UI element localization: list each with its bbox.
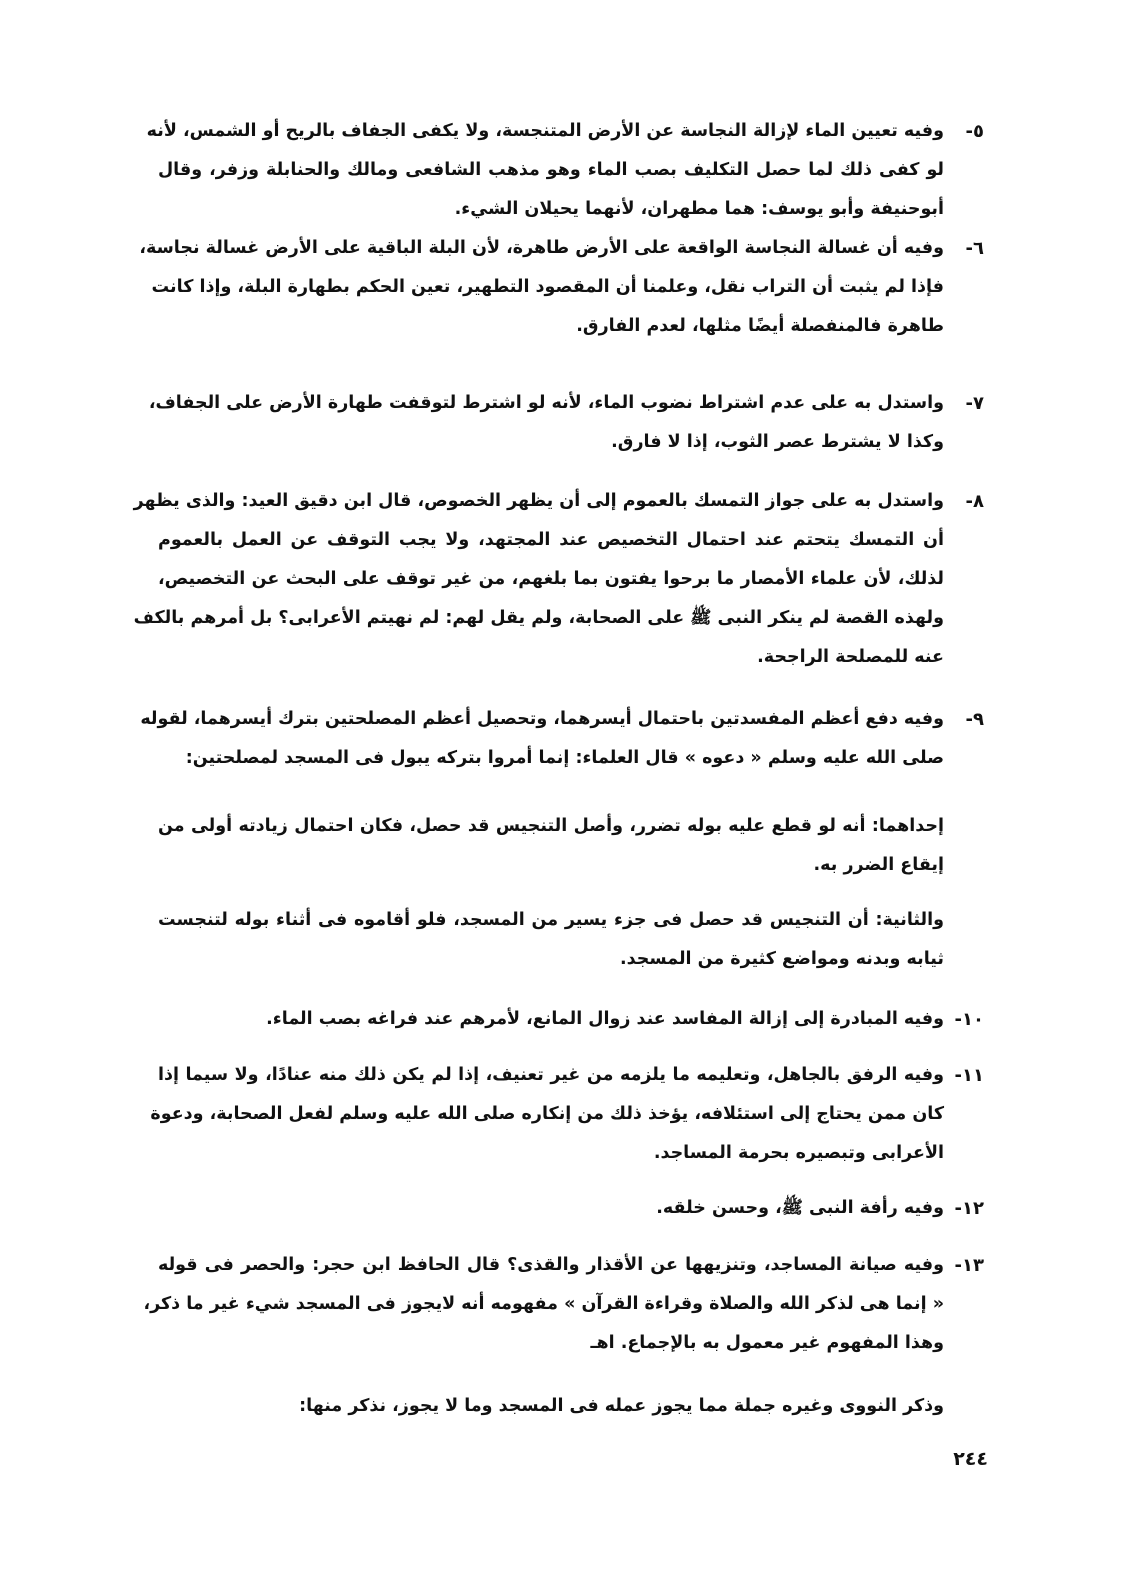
text-line: وفيه صيانة المساجد، وتنزيهها عن الأقذار والقذى؟ قال الحافظ ابن حجر: والحصر فى قوله (158, 1255, 944, 1275)
text-line: لذلك، لأن علماء الأمصار ما برحوا يفتون بما بلغهم، من غير توقف على البحث عن التخصيص، (158, 569, 944, 589)
text-line: الأعرابى وتبصيره بحرمة المساجد. (653, 1143, 944, 1163)
text-line: والثانية: أن التنجيس قد حصل فى جزء يسير من المسجد، فلو أقاموه فى أثناء بوله لتنجست (158, 910, 944, 930)
item-text (143, 1246, 944, 1363)
item-text (133, 482, 944, 677)
text-line: وكذا لا يشترط عصر الثوب، إذا لا فارق. (611, 432, 944, 452)
item-text (158, 1000, 944, 1039)
item-number: ٥- (965, 121, 984, 142)
item-text (139, 229, 944, 346)
item-number: ١١- (954, 1065, 984, 1086)
text-line: كان ممن يحتاج إلى استئلافه، يؤخذ ذلك من إنكاره صلى الله عليه وسلم لفعل الصحابة، ودعوة (150, 1104, 944, 1124)
text-line: ولهذه القصة لم ينكر النبى ﷺ على الصحابة، ولم يقل لهم: لم نهيتم الأعرابى؟ بل أمرهم بالكف (133, 608, 944, 628)
item-text (158, 1387, 944, 1426)
item-number: ١٣- (954, 1255, 984, 1276)
text-line: وفيه أن غسالة النجاسة الواقعة على الأرض طاهرة، لأن البلة الباقية على الأرض غسالة نجاسة، (139, 238, 944, 258)
sub-paragraph (158, 1387, 984, 1426)
item-number: ٦- (965, 238, 984, 259)
text-line: وفيه تعيين الماء لإزالة النجاسة عن الأرض المتنجسة، ولا يكفى الجفاف بالريح أو الشمس، لأنه (146, 121, 944, 141)
text-line: فإذا لم يثبت أن التراب نقل، وعلمنا أن المقصود التطهير، تعين الحكم بطهارة البلة، وإذا كانت (151, 277, 944, 297)
item-number: ٨- (965, 491, 984, 512)
item-number: ٧- (965, 393, 984, 414)
item-text (158, 1189, 944, 1228)
text-line: إيقاع الضرر به. (813, 855, 944, 875)
numbered-item (140, 700, 984, 778)
text-line: أن التمسك يتحتم عند احتمال التخصيص عند المجتهد، ولا يجب التوقف عن العمل بالعموم (158, 530, 944, 550)
numbered-item (143, 1246, 984, 1363)
item-text (150, 1056, 944, 1173)
numbered-item (148, 384, 984, 462)
item-number: ٩- (965, 709, 984, 730)
numbered-item (158, 1189, 984, 1228)
text-line: وفيه المبادرة إلى إزالة المفاسد عند زوال المانع، لأمرهم عند فراغه بصب الماء. (266, 1009, 944, 1029)
text-line: وفيه رأفة النبى ﷺ، وحسن خلقه. (656, 1198, 944, 1218)
text-line: وفيه دفع أعظم المفسدتين باحتمال أيسرهما، وتحصيل أعظم المصلحتين بترك أيسرهما، لقوله (140, 709, 944, 729)
sub-paragraph (158, 901, 984, 979)
text-line: طاهرة فالمنفصلة أيضًا مثلها، لعدم الفارق. (576, 316, 944, 336)
item-text (158, 807, 944, 885)
text-line: واستدل به على عدم اشتراط نضوب الماء، لأنه لو اشترط لتوقفت طهارة الأرض على الجفاف، (148, 393, 944, 413)
text-line: إحداهما: أنه لو قطع عليه بوله تضرر، وأصل التنجيس قد حصل، فكان احتمال زيادته أولى من (158, 816, 944, 836)
text-line: صلى الله عليه وسلم « دعوه » قال العلماء: إنما أمروا بتركه يبول فى المسجد لمصلحتين: (185, 748, 944, 768)
sub-paragraph (158, 807, 984, 885)
text-line: وهذا المفهوم غير معمول به بالإجماع. اهـ (590, 1333, 944, 1353)
item-text (140, 700, 944, 778)
numbered-item (158, 1000, 984, 1039)
text-line: « إنما هى لذكر الله والصلاة وقراءة القرآن » مفهومه أنه لايجوز فى المسجد شيء غير ما ذكر، (143, 1294, 944, 1314)
item-text (158, 901, 944, 979)
item-text (148, 384, 944, 462)
text-line: وفيه الرفق بالجاهل، وتعليمه ما يلزمه من غير تعنيف، إذا لم يكن ذلك منه عنادًا، ولا سيما إذا (158, 1065, 944, 1085)
text-line: أبوحنيفة وأبو يوسف: هما مطهران، لأنهما يحيلان الشيء. (454, 199, 944, 219)
text-line: وذكر النووى وغيره جملة مما يجوز عمله فى المسجد وما لا يجوز، نذكر منها: (299, 1396, 944, 1416)
numbered-item (133, 482, 984, 677)
text-line: لو كفى ذلك لما حصل التكليف بصب الماء وهو مذهب الشافعى ومالك والحنابلة وزفر، وقال (158, 160, 944, 180)
numbered-item (139, 229, 984, 346)
page-number: ٢٤٤ (953, 1448, 988, 1470)
text-line: واستدل به على جواز التمسك بالعموم إلى أن يظهر الخصوص، قال ابن دقيق العيد: والذى يظهر (133, 491, 944, 511)
text-line: عنه للمصلحة الراجحة. (757, 647, 944, 667)
text-line: ثيابه وبدنه ومواضع كثيرة من المسجد. (620, 949, 944, 969)
item-number: ١٠- (954, 1009, 984, 1030)
item-text (146, 112, 944, 229)
numbered-item (146, 112, 984, 229)
item-number: ١٢- (954, 1198, 984, 1219)
numbered-item (150, 1056, 984, 1173)
